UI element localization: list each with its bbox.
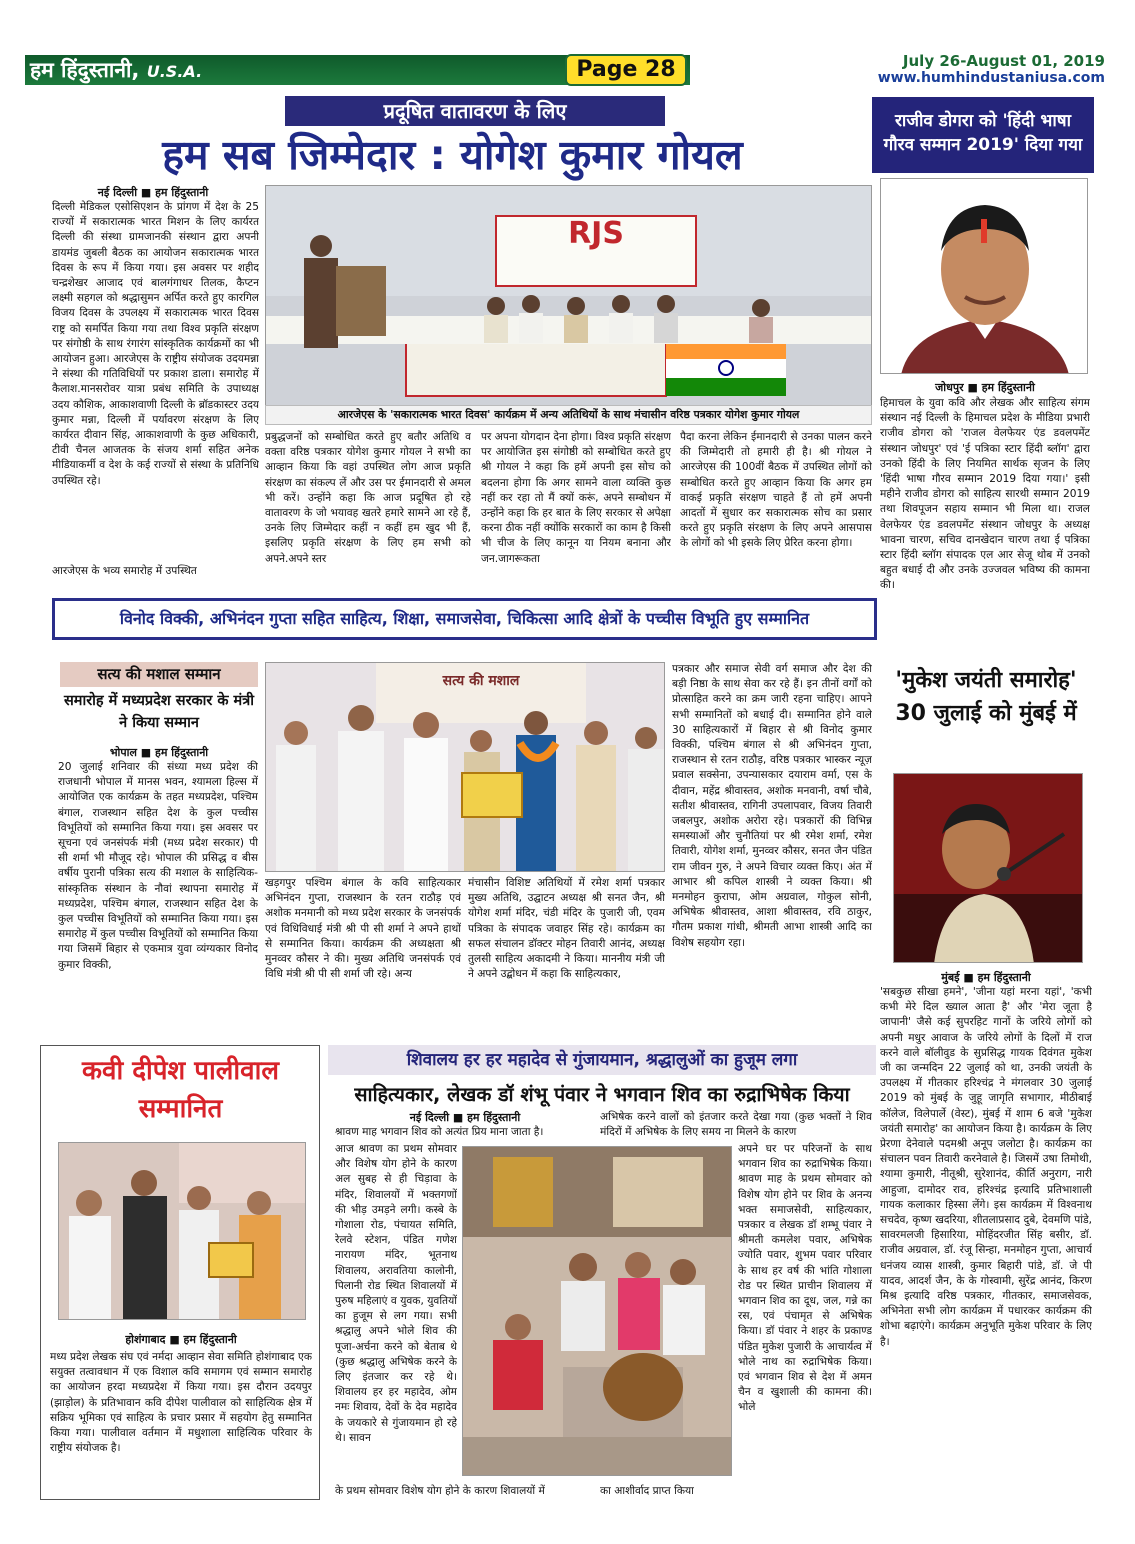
sidebar-top-dateline: जोधपुर ■ हम हिंदुस्तानी: [935, 381, 1035, 394]
shiv-headline: साहित्यकार, लेखक डॉ शंभू पंवार ने भगवान शिव का रुद्राभिषेक किया: [354, 1083, 850, 1106]
shiv-kicker: शिवालय हर हर महादेव से गुंजायमान, श्रद्धालुओं का हुजूम लगा: [328, 1045, 876, 1075]
shiv-col3-bottom: का आशीर्वाद प्राप्त किया: [600, 1485, 694, 1497]
shiv-dateline: नई दिल्ली ■ हम हिंदुस्तानी: [409, 1111, 521, 1124]
paper-title: हम हिंदुस्तानी,: [30, 58, 140, 82]
main-headline: हम सब जिम्मेदार : योगेश कुमार गोयल: [162, 131, 743, 179]
left-bottom-dateline: होशंगाबाद ■ हम हिंदुस्तानी: [125, 1333, 237, 1346]
middle-col2: खड़गपुर पश्चिम बंगाल के कवि साहित्यकार अभिनंदन गुप्ता, राजस्थान के रतन राठौड़ एवं अशोक मनमानी को मध्य प्रदेश सरकार के जनसंपर्क एवं विधिविधाई मंत्री श्री पी सी शर्मा ने अपने हाथों से सम्मानित किया। कार्यक्रम की अध्यक्षता श्री मुनव्वर कौसर ने की। मुख्य अतिथि जनसंपर्क एवं विधि मंत्री श्री पी सी शर्मा जी रहे। अन्य: [265, 877, 461, 981]
middle-kicker: सत्य की मशाल सम्मान: [60, 662, 258, 687]
main-photo-caption: आरजेएस के 'सकारात्मक भारत दिवस' कार्यक्रम में अन्य अतिथियों के साथ मंचासीन वरिष्ठ पत्रकार योगेश कुमार गोयल: [265, 405, 872, 425]
sidebar-bottom-body: 'सबकुछ सीखा हमने', 'जीना यहां मरना यहां', 'कभी कभी मेरे दिल ख्याल आता है' और 'मेरा जूता है जापानी' जैसे कई सुपरहिट गानों के जरिये लोगों को अपनी मधुर आवाज के जरिये लोगों के दिलों में राज करने वाले बॉलीवुड के सुप्रसिद्ध गायक दिवंगत मुकेश जी का जन्मदिन 22 जुलाई को था, उनकी जयंती के उपलक्ष्य में गीतकार हरिश्चंद्र ने मंगलवार 30 जुलाई 2019 को मुंबई के जुहू जागृति सभागार, मीठीबाई कॉलेज, विलेपार्ले (वेस्ट), मुंबई में शाम 6 बजे 'मुकेश जयंती समारोह' का आयोजन किया है। कार्यक्रम के लिए प्रेरणा देनेवाले पदमश्री अनूप जलोटा है। कार्यक्रम का संचालन पवन तिवारी करनेवाले है। जिसमें उषा तिमोथी, श्यामा कुमारी, नीतूश्री, सुरेशानंद, कीर्ति अनुराग, नारी आहुजा, दामोदर राव, हरिश्चंद्र इत्यादि प्रतिभाशाली गायक कलाकार हिस्सा लेंगे। इस कार्यक्रम में विश्वनाथ सचदेव, कृष्ण खदरिया, शीतलाप्रसाद दुबे, देवमणि पांडे, सावरमलजी हिसारिया, मोहिंदरजीत सिंह बसीर, डॉ. राजीव अग्रवाल, डॉ. रंजू सिन्हा, मनमोहन गुप्ता, आचार्य धनंजय व्यास शास्त्री, कुमार बिहारी पांडे, डॉ. जे पी यादव, आदर्श जैन, के के गोस्वामी, सुरेंद्र आनंद, किरण मिश्र इत्यादि वरिष्ठ पत्रकार, गीतकार, समाजसेवक, अभिनेता सभी लोग कार्यक्रम में पधारकर कार्यक्रम की शोभा बढ़ाएंगे। कार्यक्रम अनुभूति मुकेश परिवार के लिए है।: [880, 986, 1092, 1348]
shiv-photo: [462, 1146, 732, 1476]
left-bottom-headline: कवी दीपेश पालीवाल सम्मानित: [82, 1056, 279, 1124]
shiv-col3: अपने घर पर परिजनों के साथ भगवान शिव का रुद्राभिषेक किया। श्रावण माह के प्रथम सोमवार को विशेष योग होने पर शिव के अनन्य भक्त समाजसेवी, साहित्यकार, पत्रकार व लेखक डॉ शम्भू पंवार ने श्रीमती कमलेश पवार, अभिषेक ज्योति पवार, शुभम पवार परिवार के साथ हर वर्ष की भांति गोशाला रोड पर स्थित प्राचीन शिवालय में भगवान शिव का दूध, जल, गन्ने का रस, एवं पंचामृत से अभिषेक किया। डॉ पंवार ने शहर के प्रकाण्ड पंडित मुकेश पुजारी के आचार्यत्व में भोले नाथ का रुद्राभिषेक किया। एवं भगवान शिव से देश में अमन चैन व खुशाली की कामना की। भोले: [738, 1143, 872, 1414]
sidebar-top-photo: [880, 178, 1088, 374]
middle-banner: विनोद विक्की, अभिनंदन गुप्ता सहित साहित्य, शिक्षा, समाजसेवा, चिकित्सा आदि क्षेत्रों के पच्चीस विभूति हुए सम्मानित: [52, 598, 877, 640]
main-photo: [265, 185, 872, 407]
middle-col1: 20 जुलाई शनिवार की संध्या मध्य प्रदेश की राजधानी भोपाल में मानस भवन, श्यामला हिल्स में आयोजित एक कार्यक्रम के तहत मध्यप्रदेश, पश्चिम बंगाल, राजस्थान सहित देश के कुल पच्चीस विभूतियों को सम्मानित किया गया। इस अवसर पर सूचना एवं जनसंपर्क मंत्री (मध्य प्रदेश सरकार) पी सी शर्मा भी मौजूद रहे। भोपाल की प्रसिद्ध व बीस वर्षीय पुरानी पत्रिका सत्य की मशाल के साहित्यिक-सांस्कृतिक संस्थान के नौवां स्थापना समारोह में मध्यप्रदेश, पश्चिम बंगाल, राजस्थान सहित देश के कुल पच्चीस विभूतियों को सम्मानित किया गया। इस समारोह में कुल पच्चीस विभूतियों को सम्मानित किया गया जिसमें बिहार से एकमात्र युवा व्यंग्यकार विनोद कुमार विक्की,: [58, 761, 258, 971]
shiv-intro-right: अभिषेक करने वालों को इंतजार करते देखा गया (कुछ भक्तों ने शिव मंदिरों में अभिषेक के लिए समय ना मिलने के कारण: [600, 1111, 872, 1139]
middle-col3: मंचासीन विशिष्ट अतिथियों में रमेश शर्मा पत्रकार मुख्य अतिथि, उद्घाटन अध्यक्ष श्री सनत जैन, श्री योगेश शर्मा मंदिर, चंडी मंदिर के पुजारी जी, एवम पत्रिका के संपादक जवाहर सिंह रहे। कार्यक्रम का सफल संचालन डॉक्टर मोहन तिवारी आनंद, अध्यक्ष तुलसी साहित्य अकादमी ने किया। माननीय मंत्री जी ने अपने उद्बोधन में कहा कि साहित्यकार,: [468, 877, 665, 981]
page-number-box: Page 28: [565, 54, 687, 86]
website-link[interactable]: www.humhindustaniusa.com: [877, 70, 1105, 86]
middle-photo-banner-text: सत्य की मशाल: [442, 673, 520, 689]
main-col2: प्रबुद्धजनों को सम्बोधित करते हुए बतौर अतिथि व वक्ता वरिष्ठ पत्रकार योगेश कुमार गोयल ने सभी का आव्हान किया कि वहां उपस्थित लोग आज प्रकृति संरक्षण का संकल्प लें और उस पर ईमानदारी से अमल भी करें। उन्होंने कहा कि आज प्रदूषित हो रहे वातावरण के जो भयावह खतरे हमारे सामने आ रहे हैं, उनके लिए जिम्मेदार कहीं न कहीं हम खुद भी हैं, इसलिए प्रकृति संरक्षण के लिए हम सभी को अपने.अपने स्तर: [265, 431, 471, 565]
sidebar-top-headline: राजीव डोगरा को 'हिंदी भाषा गौरव सम्मान 2019' दिया गया: [872, 97, 1094, 173]
main-dateline: नई दिल्ली ■ हम हिंदुस्तानी: [97, 186, 209, 199]
shiv-col1-bottom: के प्रथम सोमवार विशेष योग होने के कारण शिवालयों में: [335, 1485, 545, 1497]
sidebar-top-body: हिमाचल के युवा कवि और लेखक और साहित्य संगम संस्थान नई दिल्ली के हिमाचल प्रदेश के मीडिया प्रभारी राजीव डोगरा को 'राजल वेलफेयर एंड डवलपमेंट संस्थान जोधपुर' एवं 'ई पत्रिका स्टार हिंदी ब्लॉग' द्वारा उनको हिंदी के लिए नियमित सार्थक सृजन के लिए 'हिंदी भाषा गौरव सम्मान 2019 दिया गया।' इसी महीने राजीव डोगरा को साहित्य सारथी सम्मान 2019 तथा शिवपूजन सहाय सम्मान भी मिला था। राजल वेलफेयर एंड डवलपमेंट संस्थान जोधपुर के अध्यक्ष भावना चारण, सचिव दानखेदान चारण तथा ई पत्रिका स्टार हिंदी ब्लॉग संपादक एल आर सेजू थोब में उनको बहुत बधाई दी और उनके उज्जवल भविष्य की कामना की।: [880, 397, 1090, 592]
middle-dateline: भोपाल ■ हम हिंदुस्तानी: [109, 746, 209, 759]
shiv-col1: आज श्रावण का प्रथम सोमवार और विशेष योग होने के कारण अल सुबह से ही चिड़ावा के मंदिर, शिवालयों में भक्तगणों की भीड़ उमड़ने लगी। कस्बे के गोशाला रोड, पंचायत समिति, रेलवे स्टेशन, पंडित गणेश नारायण मंदिर, भूतनाथ शिवालय, अरावतिया कालोनी, पिलानी रोड स्थित शिवालयों में पुरुष महिलाएं व युवक, युवतियों का हुजूम से लग गया। सभी श्रद्धालु अपने भोले शिव की पूजा-अर्चना करने को बेताब थे (कुछ श्रद्धालु अभिषेक करने के लिए इंतजार कर रहे थे। शिवालय हर हर महादेव, ओम नमः शिवाय, देवों के देव महादेव के जयकारे से गुंजायमान हो रहे थे। सावन: [335, 1143, 457, 1444]
sidebar-bottom-dateline: मुंबई ■ हम हिंदुस्तानी: [941, 971, 1031, 984]
main-col3: पर अपना योगदान देना होगा। विश्व प्रकृति संरक्षण पर आयोजित इस संगोष्ठी को सम्बोधित करते हुए श्री गोयल ने कहा कि हमें अपनी इस सोच को बदलना होगा कि अगर सामने वाला व्यक्ति कुछ नहीं कर रहा तो मैं क्यों करूं, अपने सम्बोधन में उन्होंने कहा कि हर बात के लिए सरकार से अपेक्षा करना ठीक नहीं क्योंकि सरकारों का काम है किसी भी चीज के लिए कानून या नियम बनाना और जन.जागरूकता: [481, 431, 671, 565]
main-col1-last: आरजेएस के भव्य समारोह में उपस्थित: [52, 565, 197, 577]
shiv-intro-left: श्रावण माह भगवान शिव को अत्यंत प्रिय माना जाता है।: [335, 1126, 544, 1138]
issue-date: July 26-August 01, 2019: [902, 52, 1105, 70]
masthead-title: [30, 56, 202, 84]
main-photo-banner-text: RJS: [568, 216, 624, 251]
left-bottom-body: मध्य प्रदेश लेखक संघ एवं नर्मदा आव्हान सेवा समिति होशंगाबाद एक सयुक्त तत्वावधान में एक विशाल कवि समागम एवं सम्मान समारोह का आयोजन हरदा मध्यप्रदेश में किया गया। इस दौरान उदयपुर (झाड़ोल) के प्रतिभावान कवि दीपेश पालीवाल को साहित्यिक क्षेत्र में सक्रिय भूमिका एवं साहित्य के प्रचार प्रसार में सहयोग हेतु सम्मानित किया गया। पालीवाल वर्तमान में मधुशाला साहित्यिक परिवार के राष्ट्रीय संयोजक है।: [50, 1351, 312, 1455]
middle-subhead: समारोह में मध्यप्रदेश सरकार के मंत्री ने किया सम्मान: [64, 693, 254, 731]
paper-region: U.S.A.: [146, 62, 203, 81]
main-col1: दिल्ली मेडिकल एसोसिएशन के प्रांगण में देश के 25 राज्यों में सकारात्मक भारत मिशन के लिए कार्यरत दिल्ली की संस्था ग्रामजानकी संस्थान द्वारा अपनी डायमंड जुबली बैठक का आयोजन सकारात्मक भारत दिवस के रूप में किया गया। इस अवसर पर शहीद चन्द्रशेखर आजाद एवं बालगंगाधर तिलक, कैप्टन लक्ष्मी सहगल को श्रद्धासुमन अर्पित करते हुए कारगिल विजय दिवस के उपलक्ष्य में सकारात्मक भारत दिवस राष्ट्र को समर्पित किया गया तथा विश्व प्रकृति संरक्षण पर संगोष्ठी के साथ रंगारंग सांस्कृतिक कार्यक्रमों का भी आयोजन हुआ। आरजेएस के राष्ट्रीय संयोजक उदयमन्ना ने संस्था की गतिविधियों पर प्रकाश डाला। समारोह में कैलाश.मानसरोवर यात्रा प्रबंध समिति के उपाध्यक्ष उदय कौशिक, आकाशवाणी दिल्ली के ब्रॉडकास्टर उदय कुमार मन्ना, दिल्ली में पर्यावरण संरक्षण के लिए कार्यरत दीवान सिंह, आकाशवाणी के कुछ अधिकारी, टीवी चैनल आजतक के संजय शर्मा सहित अनेक मीडियाकर्मी व देश के कई राज्यों से संस्था के प्रतिनिधि उपस्थित रहे।: [52, 201, 259, 487]
main-kicker: प्रदूषित वातावरण के लिए: [285, 96, 665, 126]
sidebar-bottom-photo: [893, 773, 1083, 963]
middle-col4: पत्रकार और समाज सेवी वर्ग समाज और देश की बड़ी निष्ठा के साथ सेवा कर रहे हैं। इन तीनों वर्गों को प्रोत्साहित करने का क्रम जारी रहना चाहिए। आपने सभी सम्मानितों को बधाई दी। सम्मानित होने वाले 30 साहित्यकारों में बिहार से श्री विनोद कुमार विक्की, पश्चिम बंगाल से श्री अभिनंदन गुप्ता, राजस्थान से रतन राठौड़, वरिष्ठ पत्रकार भास्कर न्यूज़ प्रवाल सक्सेना, उपन्यासकार दयाराम वर्मा, एस के दीवान, महेंद्र श्रीवास्तव, अशोक मनवानी, वर्षा चौबे, सतीश श्रीवास्तव, रागिनी उपलापवार, विजय तिवारी जबलपुर, अशोक अरोरा रहे। पत्रकारों की विभिन्न समस्याओं और चुनौतियां पर श्री रमेश शर्मा, रमेश तिवारी, योगेश शर्मा, मुनव्वर कौसर, सनत जैन पंडित राम जीवन गुरु, ने अपने विचार व्यक्त किए। अंत में आभार श्री कपिल शास्त्री ने व्यक्त किया। श्री मनमोहन कुरापा, ओम अग्रवाल, गोकुल सोनी, अभिषेक श्रीवास्तव, आशा श्रीवास्तव, रवि ठाकुर, गौतम प्रकाश गांधी, श्रीमती आभा शास्त्री आदि का विशेष सहयोग रहा।: [672, 663, 872, 949]
sidebar-bottom-headline: 'मुकेश जयंती समारोह' 30 जुलाई को मुंबई में: [895, 668, 1077, 726]
main-col4: पैदा करना लेकिन ईमानदारी से उनका पालन करने की जिम्मेदारी तो हमारी ही है। श्री गोयल ने आरजेएस की 100वीं बैठक में उपस्थित लोगों को सम्बोधित करते हुए आव्हान किया कि अगर हम वाकई प्रकृति संरक्षण चाहते हैं तो हमें अपनी आदतों में सुधार कर सकारात्मक सोच का प्रसार करते हुए प्रकृति संरक्षण के लिए अपने आसपास के लोगों को भी इसके लिए प्रेरित करना होगा।: [680, 431, 872, 550]
left-bottom-photo: [58, 1142, 306, 1320]
middle-photo: [265, 662, 665, 872]
